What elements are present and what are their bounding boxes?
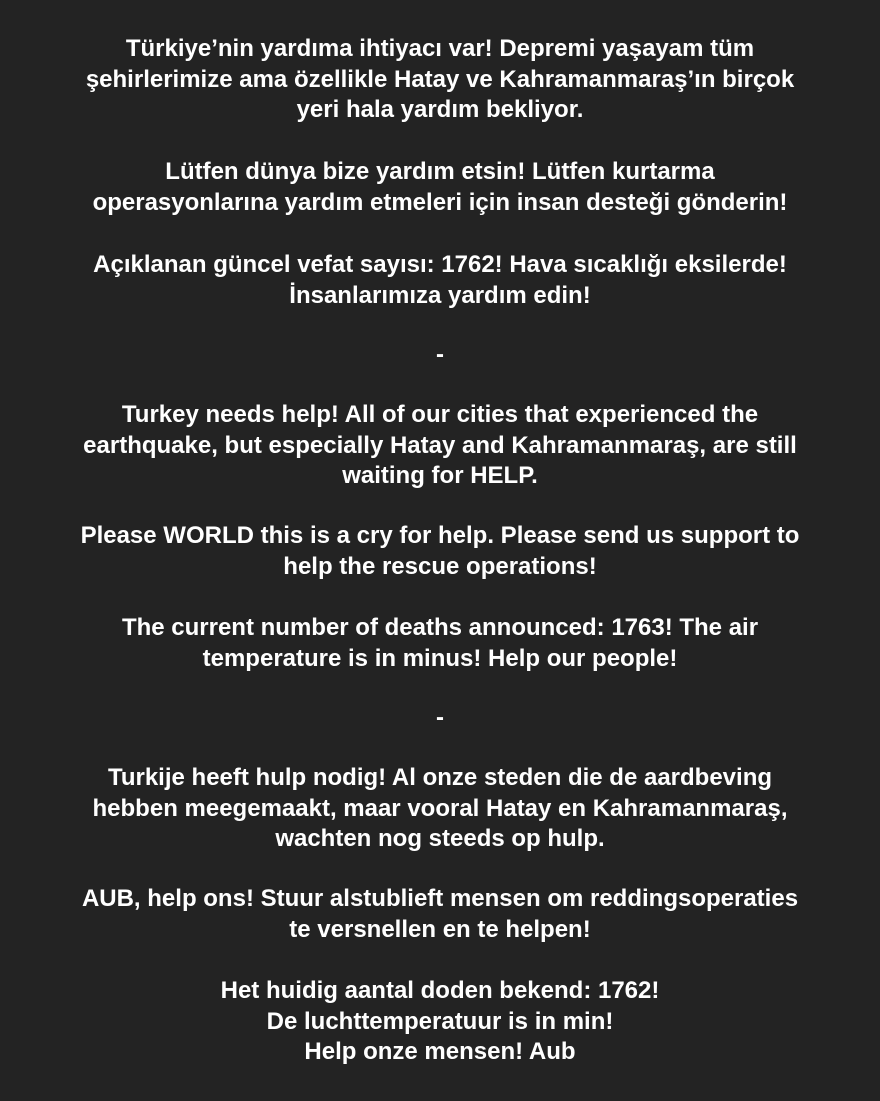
text-line: Lütfen dünya bize yardım etsin! Lütfen kurtarma: [165, 158, 715, 185]
turkish-paragraph-2: [0, 157, 880, 218]
text-line: Help onze mensen! Aub: [304, 1038, 576, 1065]
text-line: temperature is in minus! Help our people!: [202, 644, 678, 672]
text-line: Het huidig aantal doden bekend: 1762!: [220, 977, 660, 1004]
dutch-paragraph-2: [0, 884, 880, 945]
english-paragraph-2: [0, 521, 880, 582]
english-paragraph-1: [0, 400, 880, 492]
text-line: De luchttemperatuur is in min!: [266, 1007, 614, 1035]
dutch-paragraph-3: [0, 976, 880, 1068]
text-line: help the rescue operations!: [283, 552, 597, 580]
separator: [0, 703, 880, 733]
text-line: The current number of deaths announced: 1763! The air: [121, 614, 759, 641]
text-line: waiting for HELP.: [342, 462, 538, 489]
text-line: hebben meegemaakt, maar vooral Hatay en Kahramanmaraş,: [92, 794, 788, 822]
text-line: te versnellen en te helpen!: [289, 915, 591, 943]
english-paragraph-3: [0, 613, 880, 674]
text-line: earthquake, but especially Hatay and Kahramanmaraş, are still: [83, 431, 797, 459]
dutch-paragraph-1: [0, 763, 880, 855]
text-line: Please WORLD this is a cry for help. Please send us support to: [80, 522, 800, 549]
separator-dash: -: [436, 704, 444, 731]
turkish-paragraph-1: [0, 34, 880, 126]
text-line: Türkiye’nin yardıma ihtiyacı var! Depremi yaşayam tüm: [125, 35, 755, 62]
text-line: AUB, help ons! Stuur alstublieft mensen om reddingsoperaties: [81, 885, 799, 912]
text-line: Turkey needs help! All of our cities that experienced the: [121, 401, 759, 428]
separator: [0, 340, 880, 370]
separator-dash: -: [436, 341, 444, 368]
text-line: Turkije heeft hulp nodig! Al onze steden die de aardbeving: [107, 764, 773, 791]
turkish-paragraph-3: [0, 250, 880, 311]
text-line: Açıklanan güncel vefat sayısı: 1762! Hava sıcaklığı eksilerde!: [93, 251, 787, 278]
text-line: şehirlerimize ama özellikle Hatay ve Kahramanmaraş’ın birçok: [85, 65, 795, 93]
text-line: operasyonlarına yardım etmeleri için insan desteği gönderin!: [92, 188, 788, 216]
text-line: wachten nog steeds op hulp.: [275, 825, 605, 852]
text-line: İnsanlarımıza yardım edin!: [289, 281, 591, 309]
text-line: yeri hala yardım bekliyor.: [296, 96, 584, 123]
